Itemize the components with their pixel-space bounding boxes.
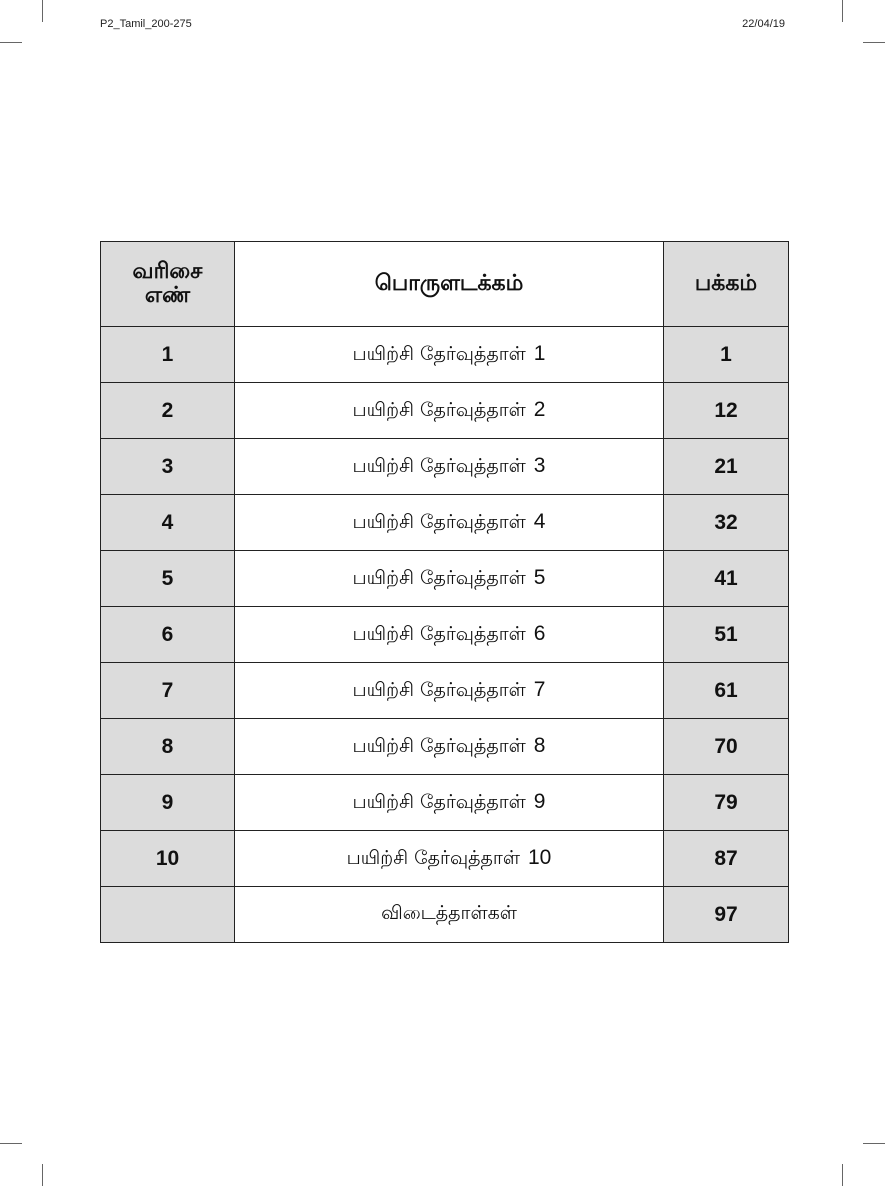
title-cell — [235, 383, 664, 439]
entry-title-number: 4 — [533, 509, 546, 533]
title-cell — [235, 551, 664, 607]
crop-mark — [0, 42, 22, 43]
page-cell — [664, 607, 789, 663]
serial-cell — [101, 383, 235, 439]
entry-title-text: பயிற்சி தேர்வுத்தாள் — [352, 790, 526, 813]
slug-file-name: P2_Tamil_200-275 — [100, 18, 192, 30]
title-cell — [235, 775, 664, 831]
entry-title — [353, 623, 546, 645]
header-serial: வரிசை எண் — [101, 242, 235, 327]
page-number: 51 — [714, 622, 738, 646]
page-cell — [664, 327, 789, 383]
serial-number: 10 — [155, 846, 180, 870]
entry-title-text: பயிற்சி தேர்வுத்தாள் — [346, 846, 520, 869]
entry-title-text: பயிற்சி தேர்வுத்தாள் — [352, 566, 526, 589]
entry-title-text: பயிற்சி தேர்வுத்தாள் — [352, 342, 526, 365]
entry-title — [353, 511, 546, 533]
table-row — [101, 551, 789, 607]
entry-title — [353, 399, 546, 421]
header-page: பக்கம் — [664, 242, 789, 327]
crop-mark — [42, 1164, 43, 1186]
crop-mark — [42, 0, 43, 22]
slug-date: 22/04/19 — [742, 18, 785, 30]
page-cell — [664, 887, 789, 943]
page-cell — [664, 439, 789, 495]
title-cell — [235, 663, 664, 719]
serial-cell — [101, 327, 235, 383]
entry-title-number: 8 — [533, 733, 546, 757]
entry-title-number: 2 — [533, 397, 546, 421]
page-number: 21 — [714, 454, 738, 478]
entry-title-text: பயிற்சி தேர்வுத்தாள் — [352, 622, 526, 645]
table-row — [101, 439, 789, 495]
page-number: 70 — [714, 734, 738, 758]
page-number: 12 — [714, 398, 738, 422]
entry-title-number: 5 — [533, 565, 546, 589]
page-cell — [664, 719, 789, 775]
serial-cell — [101, 439, 235, 495]
title-cell — [235, 439, 664, 495]
table-row — [101, 887, 789, 943]
entry-title-number: 6 — [533, 621, 546, 645]
crop-mark — [842, 1164, 843, 1186]
table-row — [101, 383, 789, 439]
table-row — [101, 719, 789, 775]
serial-cell — [101, 887, 235, 943]
page-number: 79 — [714, 790, 738, 814]
page-cell — [664, 383, 789, 439]
header-contents: பொருளடக்கம் — [235, 242, 664, 327]
serial-number: 1 — [161, 342, 174, 366]
serial-number: 7 — [161, 678, 174, 702]
entry-title-text: பயிற்சி தேர்வுத்தாள் — [352, 734, 526, 757]
entry-title — [353, 679, 546, 701]
serial-cell — [101, 831, 235, 887]
table-row — [101, 663, 789, 719]
contents-table — [100, 241, 789, 943]
entry-title — [353, 343, 546, 365]
crop-mark — [0, 1143, 22, 1144]
entry-title — [347, 847, 552, 869]
serial-cell — [101, 719, 235, 775]
crop-mark — [842, 0, 843, 22]
entry-title-number: 7 — [533, 677, 546, 701]
entry-title-text: பயிற்சி தேர்வுத்தாள் — [352, 454, 526, 477]
entry-title-number: 3 — [533, 453, 546, 477]
page-number: 1 — [720, 342, 732, 366]
title-cell — [235, 495, 664, 551]
table-row — [101, 327, 789, 383]
title-cell — [235, 327, 664, 383]
page-cell — [664, 495, 789, 551]
crop-mark — [863, 1143, 885, 1144]
title-cell — [235, 887, 664, 943]
serial-number: 3 — [161, 454, 174, 478]
serial-number: 4 — [161, 510, 174, 534]
entry-title — [353, 455, 546, 477]
page-cell — [664, 775, 789, 831]
title-cell — [235, 719, 664, 775]
serial-cell — [101, 663, 235, 719]
serial-cell — [101, 551, 235, 607]
page-cell — [664, 663, 789, 719]
table-row — [101, 775, 789, 831]
page-cell — [664, 831, 789, 887]
entry-title-text: பயிற்சி தேர்வுத்தாள் — [352, 510, 526, 533]
entry-title-text: பயிற்சி தேர்வுத்தாள் — [352, 678, 526, 701]
serial-number: 6 — [161, 622, 174, 646]
serial-number: 2 — [161, 398, 174, 422]
serial-number: 5 — [161, 566, 174, 590]
page-number: 32 — [714, 510, 738, 534]
entry-title-number: 1 — [533, 341, 546, 365]
entry-title — [381, 902, 517, 924]
serial-number: 9 — [161, 790, 174, 814]
entry-title — [353, 567, 546, 589]
table-row — [101, 495, 789, 551]
entry-title — [353, 735, 546, 757]
page-cell — [664, 551, 789, 607]
serial-number: 8 — [161, 734, 174, 758]
page-number: 87 — [714, 846, 738, 870]
entry-title-text: பயிற்சி தேர்வுத்தாள் — [352, 398, 526, 421]
entry-title-number: 9 — [533, 789, 546, 813]
page-number: 61 — [714, 678, 738, 702]
title-cell — [235, 607, 664, 663]
title-cell — [235, 831, 664, 887]
table-row — [101, 607, 789, 663]
serial-cell — [101, 495, 235, 551]
serial-cell — [101, 607, 235, 663]
page-number: 41 — [714, 566, 738, 590]
table-header-row — [101, 242, 789, 327]
entry-title-number: 10 — [527, 845, 552, 869]
crop-mark — [863, 42, 885, 43]
serial-cell — [101, 775, 235, 831]
table-row — [101, 831, 789, 887]
entry-title-text: விடைத்தாள்கள் — [381, 902, 517, 924]
entry-title — [353, 791, 546, 813]
page-number: 97 — [714, 902, 738, 926]
